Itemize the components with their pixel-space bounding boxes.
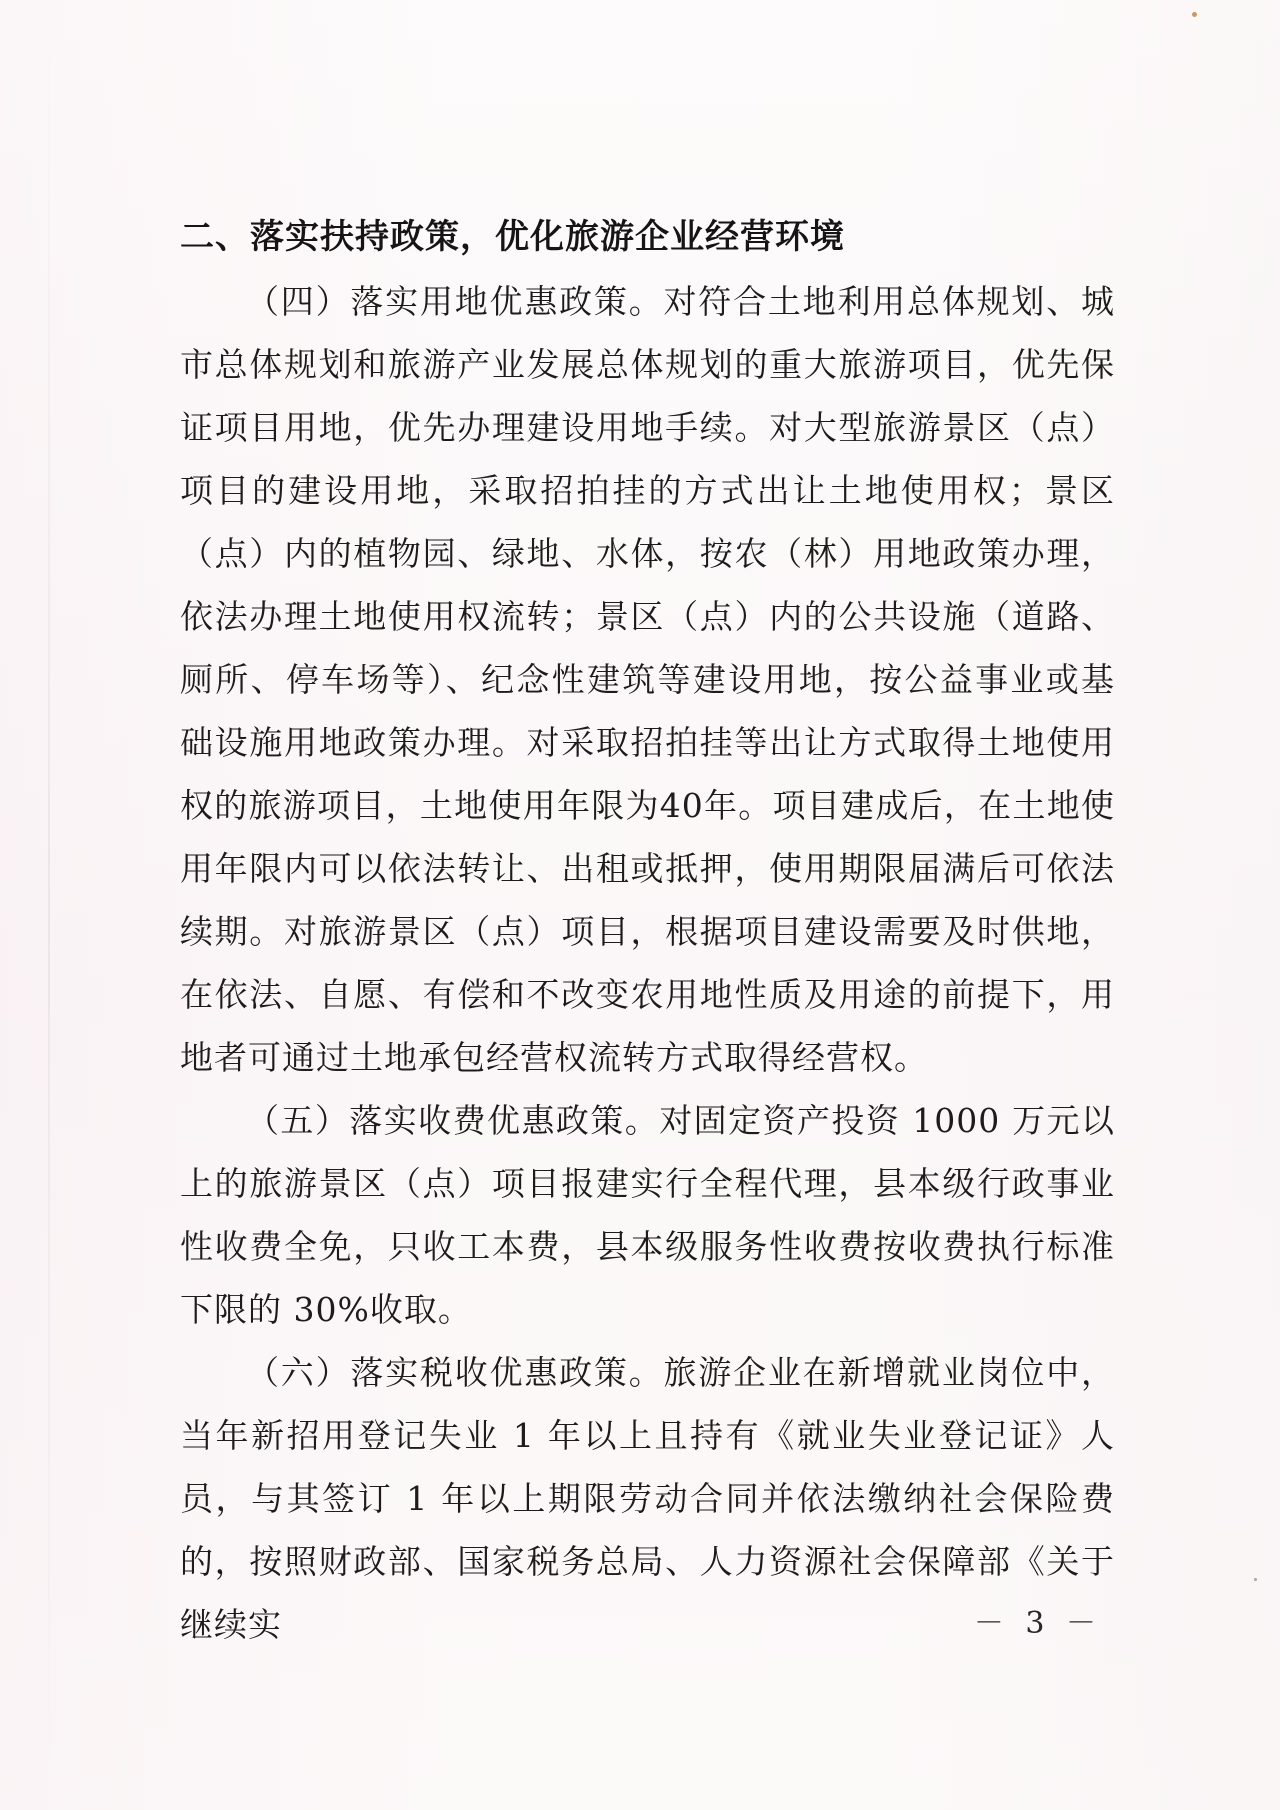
section-title: 二、落实扶持政策，优化旅游企业经营环境 <box>180 217 845 257</box>
scan-edge <box>48 0 50 1810</box>
document-body <box>180 210 1115 1656</box>
paragraph-fee-policy: （五）落实收费优惠政策。对固定资产投资 1000 万元以上的旅游景区（点）项目报建实行全程代理，县本级行政事业性收费全免，只收工本费，县本级服务性收费按收费执行标准下限的 30%收取。 <box>180 1101 1115 1329</box>
scan-speck <box>1254 1578 1257 1581</box>
paragraph-land-policy: （四）落实用地优惠政策。对符合土地利用总体规划、城市总体规划和旅游产业发展总体规划的重大旅游项目，优先保证项目用地，优先办理建设用地手续。对大型旅游景区（点）项目的建设用地，采取招拍挂的方式出让土地使用权；景区（点）内的植物园、绿地、水体，按农（林）用地政策办理，依法办理土地使用权流转；景区（点）内的公共设施（道路、厕所、停车场等）、纪念性建筑等建设用地，按公益事业或基础设施用地政策办理。对采取招拍挂等出让方式取得土地使用权的旅游项目，土地使用年限为40年。项目建成后，在土地使用年限内可以依法转让、出租或抵押，使用期限届满后可依法续期。对旅游景区（点）项目，根据项目建设需要及时供地，在依法、自愿、有偿和不改变农用地性质及用途的前提下，用地者可通过土地承包经营权流转方式取得经营权。 <box>180 282 1115 1077</box>
scan-speck <box>1192 12 1197 17</box>
paragraph-tax-policy: （六）落实税收优惠政策。旅游企业在新增就业岗位中，当年新招用登记失业 1 年以上且持有《就业失业登记证》人员，与其签订 1 年以上期限劳动合同并依法缴纳社会保险费的，按照财政部、国家税务总局、人力资源社会保障部《关于继续实 <box>180 1353 1115 1644</box>
page-number: － 3 － <box>973 1606 1102 1641</box>
